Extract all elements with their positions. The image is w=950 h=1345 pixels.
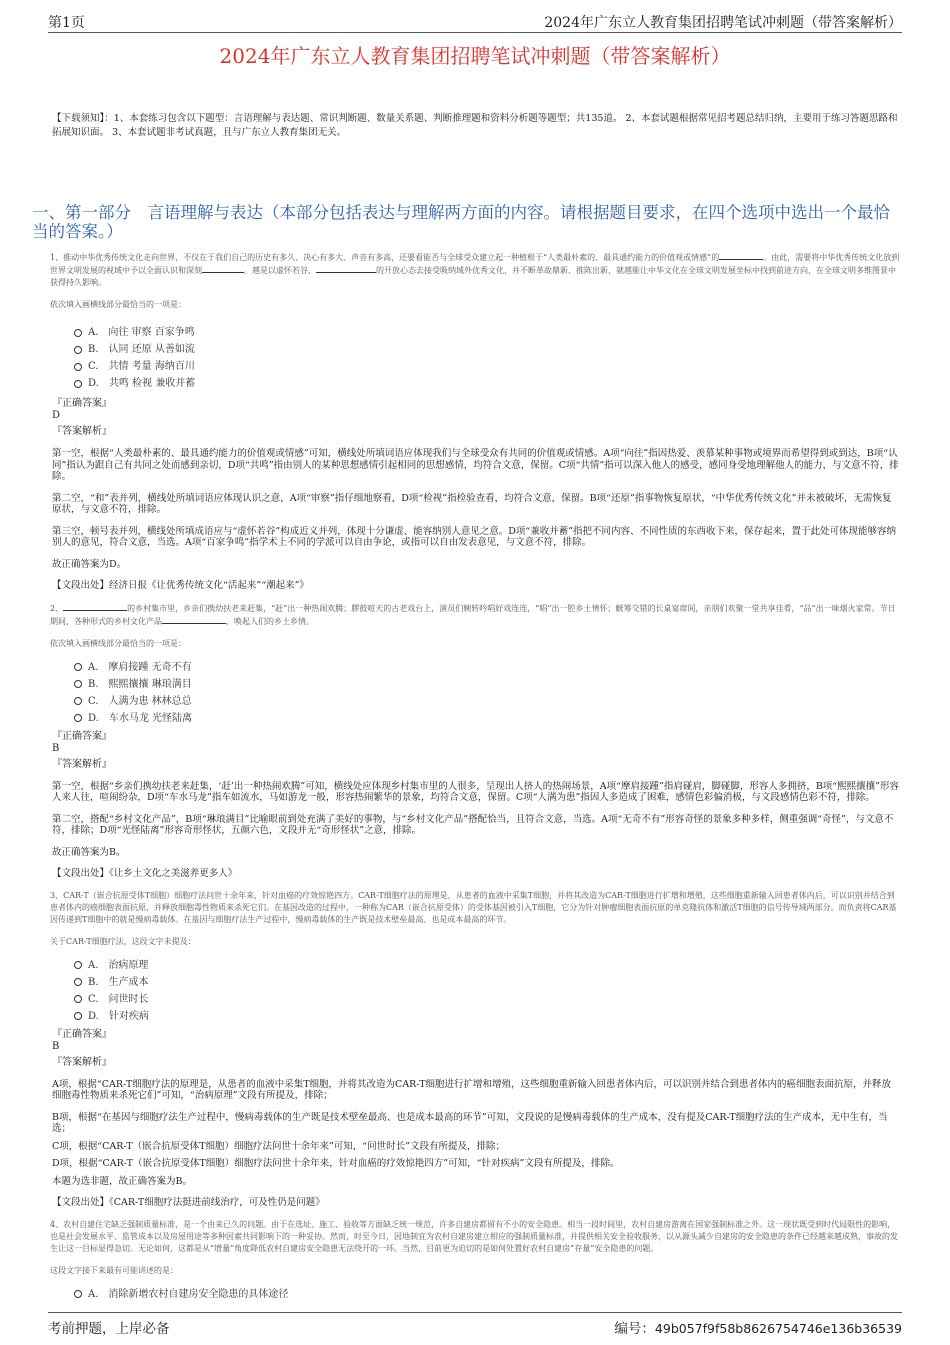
option-d[interactable]: D. 车水马龙 光怪陆离 [74,710,900,727]
section-heading: 一、第一部分 言语理解与表达（本部分包括表达与理解两方面的内容。请根据题目要求，在四个选项中选出一个最恰当的答案。） [32,203,890,241]
fill-blank [719,251,763,260]
source-citation: 【文段出处】《让乡土文化之美滋养更多人》 [52,868,238,879]
radio-icon[interactable] [74,1290,82,1298]
option-c[interactable]: C. 问世时长 [74,991,900,1008]
question-3 [52,890,900,1209]
radio-icon[interactable] [74,978,82,986]
radio-icon[interactable] [74,680,82,688]
radio-icon[interactable] [74,697,82,705]
radio-icon[interactable] [74,329,82,337]
radio-icon[interactable] [74,346,82,354]
document-body [32,96,900,1303]
header-doc-title: 2024年广东立人教育集团招聘笔试冲刺题（带答案解析） [544,15,902,31]
document-id-label: 编号： [614,1321,655,1337]
source-citation: 【文段出处】经济日报《让优秀传统文化“活起来”“潮起来”》 [52,580,309,591]
option-b[interactable]: B. 生产成本 [74,974,900,991]
answer-label: 『正确答案』 [52,730,112,742]
radio-icon[interactable] [74,663,82,671]
option-list [74,324,900,392]
option-b[interactable]: B. 熙熙攘攘 琳琅满目 [74,676,900,693]
question-3-text: 3、CAR-T（嵌合抗原受体T细胞）细胞疗法问世十余年来，针对血癌的疗效惊艳四方。CAR-T细胞疗法的原理是，从患者的血液中采集T细胞，并将其改造为CAR-T细胞进行扩增和增殖，这些细胞重新输入回患者体内后，可以识别并结合到患者体内的癌细胞表面抗原，并释放细胞毒性物质来杀死它们。在基因改造的过程中，一种称为CAR（嵌合抗原受体）的受体基因被引入T细胞，它分为针对肿瘤细胞表面抗原的单克隆抗体和激活T细胞的信号传导域两部分。而负责将CAR基因传递到T细胞中的就是慢病毒载体。在基因与细胞疗法生产过程中，慢病毒载体的生产既是技术壁垒最高、也是成本最高的环节。 [50,890,897,924]
option-c[interactable]: C. 人满为患 林林总总 [74,693,900,710]
question-2 [52,602,900,880]
option-d[interactable]: D. 共鸣 检视 兼收并蓄 [74,375,900,392]
answer-label: 『正确答案』 [52,1028,112,1040]
question-prompt: 关于CAR-T细胞疗法，这段文字未提及： [50,936,196,946]
question-text-part: 。由此，需要将中华优秀传统文化放到世界文明发展的视域中予以全面认识和深刻 [50,253,900,275]
analysis-paragraph: 第一空，根据“乡亲们携幼扶老来赶集，‘赶’出一种热闹欢腾”可知，横线处应体现乡村集市里的人很多，呈现出人挤人的热闹场景，A项“摩肩接踵”指肩碰肩，脚碰脚，形容人多拥挤，B项“熙熙攘攘”形容人来人往，喧闹纷杂，D项“车水马龙”指车如流水，马如游龙一般，形容热闹繁华的景象，均符合文意，保留。C项“人满为患”指因人多造成了困难，感情色彩偏消极，与文段感情色彩不符，排除。 [52,780,900,803]
option-b[interactable]: B. 认同 还原 从善如流 [74,341,900,358]
question-text-part: 的开放心态去接受吸纳域外优秀文化，并不断革故鼎新、推陈出新，就越能让中华文化在全球文明发展坐标中找到前进方向，在全球文明多维图景中获得持久影响。 [50,266,896,287]
page-number: 第1页 [48,15,85,31]
fill-blank [63,602,127,611]
correct-answer: D [52,410,61,421]
question-4 [52,1219,900,1303]
source-citation: 【文段出处】《CAR-T细胞疗法挺进前线治疗，可及性仍是问题》 [52,1197,325,1208]
option-list [74,659,900,727]
question-prompt: 这段文字接下来最有可能讲述的是： [50,1265,178,1275]
question-text-part: 的乡村集市里，乡亲们携幼扶老来赶集，“赶”出一种热闹欢腾；膠鼓喧天的古老戏台上，演员们婉转吟唱好戏连连，“唱”出一腔乡土情怀；觥筹交错的长桌宴席间，亲朋们欢聚一堂共享佳肴，“品”出一味烟火家常。节日期间，各种形式的乡村文化产品 [50,603,896,626]
answer-label: 『正确答案』 [52,398,112,409]
footer-slogan: 考前押题，上岸必备 [48,1321,170,1337]
radio-icon[interactable] [74,1012,82,1020]
question-2-text [50,602,900,628]
question-4-text: 4、农村自建住宅缺乏强制质量标准，是一个由来已久的问题。由于在选址、施工、验收等方面缺乏统一规范，许多自建房都留有不小的安全隐患。相当一段时间里，农村自建房游离在国家强制标准之外。这一现状既受到时代局限性的影响，也是社会发展水平、监管成本以及房屋用途等多种因素共同影响下的一种妥协。然而，时至今日，因地制宜为农村自建房建立相应的强制质量标准，并提供相关安全验收服务，以从源头减少自建房的安全隐患的条件已经越来越成熟，事故的发生让这一目标显得急切。无论如何，这都是从“增量”角度降低农村自建房安全隐患无法绕开的一环。当然，目前更为迫切的是如何处置好农村自建房“存量”安全隐患的问题。 [50,1219,898,1253]
question-text-part: ，唤起人们的乡土乡情。 [226,616,314,626]
radio-icon[interactable] [74,714,82,722]
correct-answer: B [52,1040,60,1052]
analysis-paragraph: A项，根据“CAR-T细胞疗法的原理是，从患者的血液中采集T细胞，并将其改造为CAR-T细胞进行扩增和增殖，这些细胞重新输入回患者体内后，可以识别并结合到患者体内的癌细胞表面抗原，并释放细胞毒性物质来杀死它们”可知，“治病原理”文段有所提及，排除； [52,1078,892,1101]
question-1-text [50,251,900,289]
fill-blank [162,615,226,624]
radio-icon[interactable] [74,961,82,969]
option-a[interactable]: A. 治病原理 [74,957,900,974]
analysis-paragraph: B项，根据“在基因与细胞疗法生产过程中，慢病毒载体的生产既是技术壁垒最高、也是成本最高的环节”可知，文段说的是慢病毒载体的生产成本，没有提及CAR-T细胞疗法的生产成本，无中生有，当选； [52,1111,888,1134]
document-id [614,1317,902,1337]
option-list [74,1286,900,1303]
page-header [48,10,902,33]
analysis-paragraph: 第一空，根据“人类最朴素的、最具通约能力的价值观或情感”可知，横线处所填词语应体现我们与全球受众有共同的价值观或情感。A项“向往”指因热爱、羡慕某种事物或境界而希望得到或到达，B项“认同”指认为跟自己有共同之处而感到亲切，D项“共鸣”指由别人的某种思想感情引起相同的思想感情，均符合文意，保留。C项“共情”指可以深入他人的感受，感同身受地理解他人的能力，与文意不符，排除。 [52,448,899,482]
fill-blank [316,264,376,273]
question-text-part: 2、 [50,603,64,613]
question-prompt: 依次填入画横线部分最恰当的一项是： [50,638,186,648]
download-notice: 【下载须知】：1、本套练习包含以下题型：言语理解与表达题、常识判断题、数量关系题、判断推理题和资料分析题等题型；共135道。 2、本套试题根据常见招考题总结归纳，主要用于练习答题思路和拓展知识面。 3、本套试题非考试真题，且与广东立人教育集团无关。 [52,113,898,138]
analysis-paragraph: 第二空，搭配“乡村文化产品”，B项“琳琅满目”比喻眼前到处充满了美好的事物，与“乡村文化产品”搭配恰当，且符合文意，当选。A项“无奇不有”形容奇怪的景象多种多样，侧重强调“奇怪”，与文意不符，排除；D项“光怪陆离”形容奇形怪状，五颜六色，文段并无“奇形怪状”之意，排除。 [52,813,894,836]
radio-icon[interactable] [74,363,82,371]
document-title: 2024年广东立人教育集团招聘笔试冲刺题（带答案解析） [219,44,731,68]
analysis-conclusion: 故正确答案为B。 [52,846,126,858]
analysis-paragraph: C项，根据“CAR-T（嵌合抗原受体T细胞）细胞疗法问世十余年来”可知，“问世时长”文段有所提及，排除； [52,1140,506,1152]
analysis-paragraph: 第二空，“和”表并列，横线处所填词语应体现认识之意，A项“审察”指仔细地察看，D项“检视”指检验查看，均符合文意，保留。B项“还原”指事物恢复原状，“中华优秀传统文化”并未被破坏，无需恢复原状，与文意不符，排除。 [52,492,892,515]
question-prompt: 依次填入画横线部分最恰当的一项是： [50,300,186,309]
question-1 [52,251,900,592]
analysis-label: 『答案解析』 [52,426,112,437]
fill-blank [202,264,244,273]
analysis-conclusion: 故正确答案为D。 [52,558,127,570]
option-c[interactable]: C. 共情 考量 海纳百川 [74,358,900,375]
analysis-paragraph: 第三空，顿号表并列，横线处所填成语应与“虚怀若谷”构成近义并列，体现十分谦虚、能容纳别人意见之意。D项“兼收并蓄”指把不同内容、不同性质的东西收下来，保存起来，置于此处可体现能够容纳别人的意见，符合文意，当选。A项“百家争鸣”指学术上不同的学派可以自由争论，或指可以自由发表意见，与文意不符，排除。 [52,525,897,548]
correct-answer: B [52,742,60,754]
page-footer [48,1312,902,1335]
option-list [74,957,900,1025]
option-d[interactable]: D. 针对疾病 [74,1008,900,1025]
analysis-label: 『答案解析』 [52,758,112,770]
radio-icon[interactable] [74,380,82,388]
option-a[interactable]: A. 摩肩接踵 无奇不有 [74,659,900,676]
question-text-part: 1、推动中华优秀传统文化走向世界，不仅在于我们自己的历史有多久、决心有多大、声音有多高，还要看能否与全球受众建立起一种植根于“人类最朴素的、最具通约能力的价值观或情感”的 [50,253,720,262]
option-a[interactable]: A. 向往 审察 百家争鸣 [74,324,900,341]
analysis-conclusion: 本题为选非题，故正确答案为B。 [52,1175,192,1187]
radio-icon[interactable] [74,995,82,1003]
analysis-paragraph: D项，根据“CAR-T（嵌合抗原受体T细胞）细胞疗法问世十余年来，针对血癌的疗效惊艳四方”可知，“针对疾病”文段有所提及，排除。 [52,1158,620,1169]
question-text-part: 。越是以虚怀若谷、 [244,266,316,275]
option-a[interactable]: A. 消除新增农村自建房安全隐患的具体途径 [74,1286,900,1303]
document-id-code: 49b057f9f58b8626754746e136b36539 [654,1321,902,1336]
analysis-label: 『答案解析』 [52,1056,112,1068]
